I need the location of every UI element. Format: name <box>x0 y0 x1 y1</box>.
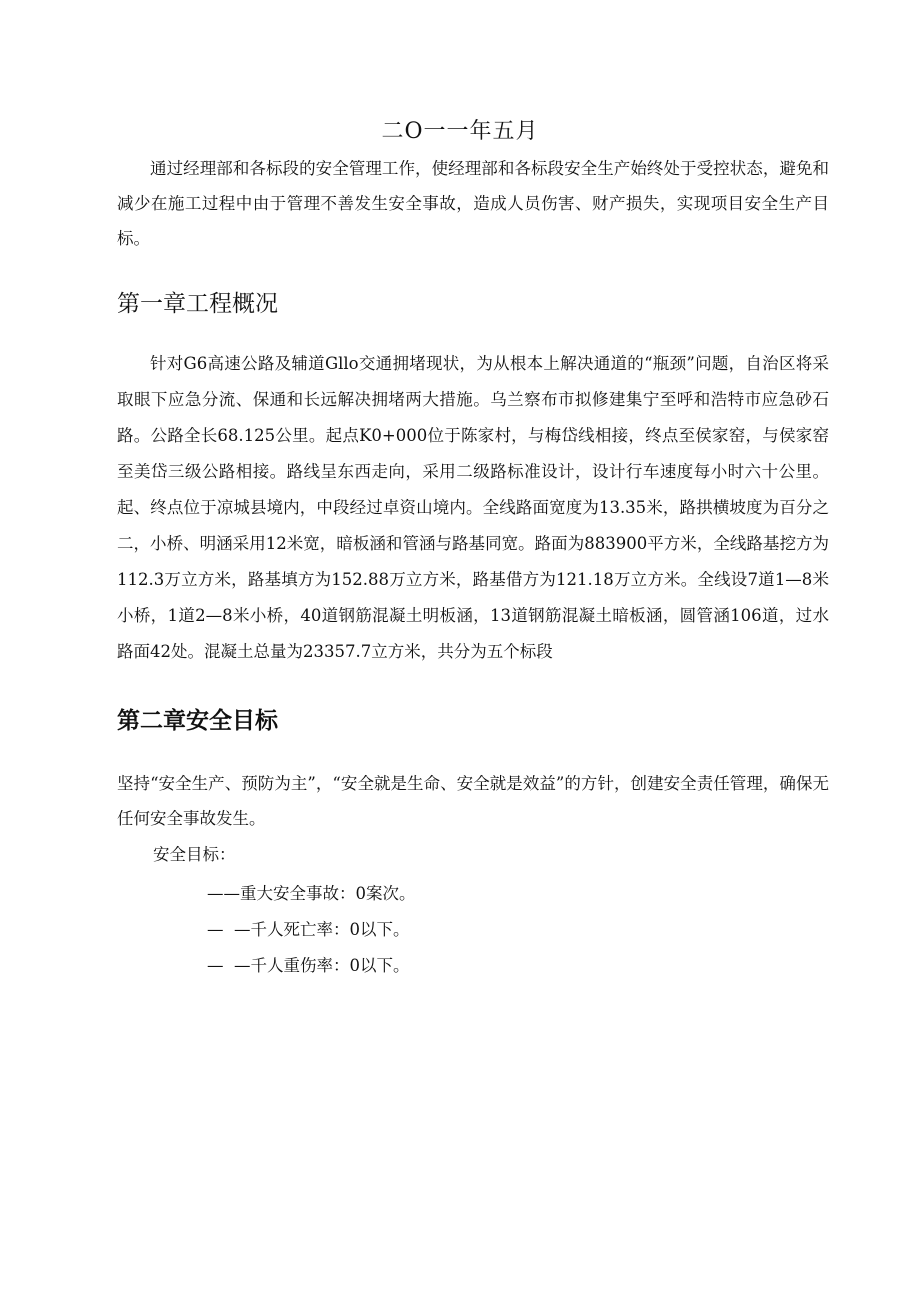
safety-goals-list <box>207 876 416 984</box>
safety-goals-label: 安全目标： <box>153 845 236 864</box>
goal-major-accidents: ——重大安全事故：0案次。 <box>207 884 416 903</box>
date-heading: 二O一一年五月 <box>381 119 539 144</box>
chapter-2-paragraph: 坚持“安全生产、预防为主”，“安全就是生命、安全就是效益”的方针，创建安全责任管理，确保无任何安全事故发生。 <box>117 774 829 828</box>
intro-paragraph: 通过经理部和各标段的安全管理工作，使经理部和各标段安全生产始终处于受控状态，避免和减少在施工过程中由于管理不善发生安全事故，造成人员伤害、财产损失，实现项目安全生产目标。 <box>117 159 829 248</box>
chapter-2-title: 第二章安全目标 <box>117 708 278 734</box>
goal-fatality-rate: — —千人死亡率：0以下。 <box>207 920 410 939</box>
goal-serious-injury-rate: — —千人重伤率：0以下。 <box>207 956 410 975</box>
chapter-1-title: 第一章工程概况 <box>117 291 278 317</box>
chapter-1-paragraph: 针对G6高速公路及辅道Gllo交通拥堵现状，为从根本上解决通道的“瓶颈”问题，自治区将采取眼下应急分流、保通和长远解决拥堵两大措施。乌兰察布市拟修建集宁至呼和浩特市应急砂石路。公路全长68.125公里。起点K0+000位于陈家村，与梅岱线相接，终点至侯家窑，与侯家窑至美岱三级公路相接。路线呈东西走向，采用二级路标准设计，设计行车速度每小时六十公里。起、终点位于凉城县境内，中段经过卓资山境内。全线路面宽度为13.35米，路拱横坡度为百分之二，小桥、明涵采用12米宽，暗板涵和管涵与路基同宽。路面为883900平方米，全线路基挖方为112.3万立方米，路基填方为152.88万立方米，路基借方为121.18万立方米。全线设7道1—8米小桥，1道2—8米小桥，40道钢筋混凝土明板涵，13道钢筋混凝土暗板涵，圆管涵106道，过水路面42处。混凝土总量为23357.7立方米，共分为五个标段 <box>117 354 829 661</box>
